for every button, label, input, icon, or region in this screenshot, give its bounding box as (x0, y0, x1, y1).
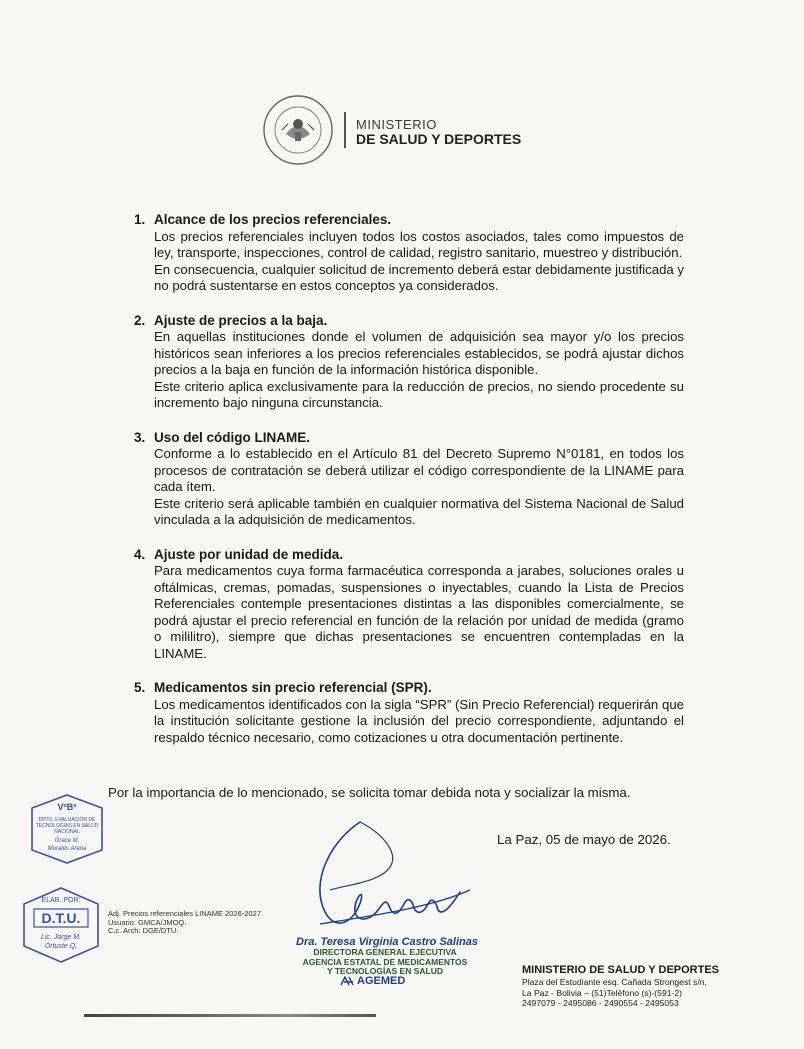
item-number: 1. (134, 212, 146, 227)
list-item (134, 430, 684, 529)
stamp-line: Grace M. (54, 838, 80, 844)
item-paragraph: En consecuencia, cualquier solicitud de incremento deberá estar debidamente justificada y no podrá sustentarse en estos conceptos ya considerados. (154, 261, 685, 293)
signer-title (300, 948, 470, 977)
stamp-line: Ortuste Q. (44, 943, 78, 950)
ministry-name: DE SALUD Y DEPORTES (356, 131, 522, 147)
footer-line: 2497079 - 2495086 - 2490554 - 2495053 (522, 998, 679, 1008)
item-number: 4. (134, 546, 146, 562)
item-paragraph: Conforme a lo establecido en el Artículo 81 del Decreto Supremo N°0181, en todos los procesos de contratación se deberá utilizar el código correspondiente de la LINAME para cada ítem. (154, 446, 684, 494)
agemed-icon (340, 976, 354, 986)
state-seal-logo (262, 94, 334, 166)
item-title: Uso del código LINAME. (154, 429, 311, 445)
stamp-mark: VºBº (57, 802, 77, 812)
stamp-line: NACIONAL (54, 829, 80, 835)
footer-line: Plaza del Estudiante esq. Cañada Strongest s/n, (522, 977, 707, 987)
ministry-label: MINISTERIO (356, 117, 437, 132)
stamp-line: Morales Arana (47, 846, 87, 852)
item-paragraph: En aquellas instituciones donde el volumen de adquisición sea mayor y/o los precios históricos sean inferiores a los precios referenciales establecidos, se podrá ajustar dichos precios a la baja en función de la información histórica disponible. (154, 329, 684, 377)
item-title: Ajuste por unidad de medida. (154, 546, 344, 562)
item-body (154, 697, 684, 747)
item-paragraph: Este criterio aplica exclusivamente para la reducción de precios, no siendo procedente su incremento bajo ninguna circunstancia. (154, 378, 684, 410)
item-paragraph: Este criterio será aplicable también en cualquier normativa del Sistema Nacional de Salud vinculada a la adquisición de medicamentos. (154, 495, 684, 527)
footer-line: La Paz - Bolivia – (51)Teléfono (s)-(591-2) (522, 987, 683, 998)
agemed-logo (340, 975, 405, 987)
list-item (134, 212, 684, 295)
item-body (154, 329, 684, 412)
item-body (154, 229, 684, 295)
stamp-line: Lic. Jorge M. (40, 934, 82, 941)
footer-address (522, 977, 707, 1009)
item-body (154, 446, 684, 529)
approval-stamp (28, 792, 106, 866)
item-number: 5. (134, 680, 146, 695)
stamp-line: ELAB. POR: (41, 897, 81, 904)
list-item (134, 680, 684, 746)
attachment-line: Usuario: GMCA/JMOQ. (108, 917, 187, 927)
dtu-stamp (20, 884, 102, 966)
footer-divider (84, 1014, 376, 1017)
handwritten-signature (290, 812, 480, 942)
attachment-line: C.c. Arch: DGE/DTU. (108, 926, 179, 935)
item-paragraph: Para medicamentos cuya forma farmacéutica corresponda a jarabes, soluciones orales u oftálmicas, cremas, pomadas, suspensiones o inyectables, cuando la Lista de Precios Referenciales contemple presentaciones distintas a las disponibles comercialmente, se podrá ajustar el precio referencial en función de la relación por unidad de medida (gramo o mililitro), siempre que dichas presentaciones se encuentren contempladas en la LINAME. (154, 563, 684, 661)
stamp-line: DPTO. EVALUACIÓN DE (38, 817, 96, 823)
list-item (134, 547, 684, 663)
signer-title-line: Y TECNOLOGÍAS EN SALUD (326, 966, 444, 976)
item-number: 3. (134, 429, 146, 445)
item-paragraph: Los precios referenciales incluyen todos los costos asociados, tales como impuestos de ley, transporte, inspecciones, control de calidad, registro sanitario, muestreo y distribución. (154, 228, 684, 260)
item-body (154, 563, 684, 662)
attachment-line: Adj. Precios referenciales LINAME 2026-2027. (108, 909, 264, 918)
footer-ministry-name: MINISTERIO DE SALUD Y DEPORTES (522, 964, 720, 976)
item-title: Ajuste de precios a la baja. (154, 312, 328, 328)
document-date: La Paz, 05 de mayo de 2026. (497, 832, 671, 847)
attachments-note (108, 910, 263, 936)
stamp-mark: D.T.U. (41, 910, 81, 926)
item-paragraph: Los medicamentos identificados con la sigla “SPR” (Sin Precio Referencial) requerirán que la institución solicitante gestione la inclusión del precio correspondiente, adjuntando el respaldo técnico necesario, como cotizaciones u otra documentación pertinente. (154, 696, 684, 745)
signer-name: Dra. Teresa Virginia Castro Salinas (296, 936, 478, 948)
item-title: Alcance de los precios referenciales. (154, 212, 392, 227)
item-number: 2. (134, 312, 146, 328)
item-title: Medicamentos sin precio referencial (SPR). (154, 680, 432, 695)
list-item (134, 313, 684, 412)
header-divider (344, 112, 346, 148)
closing-statement: Por la importancia de lo mencionado, se solicita tomar debida nota y socializar la misma. (108, 785, 631, 800)
signer-title-line: AGENCIA ESTATAL DE MEDICAMENTOS (302, 956, 468, 967)
stamp-line: TECNOLOGÍAS EN SALUD (35, 823, 99, 829)
agemed-label: AGEMED (357, 975, 406, 987)
signer-title-line: DIRECTORA GENERAL EJECUTIVA (313, 947, 457, 957)
criteria-list (134, 212, 684, 764)
